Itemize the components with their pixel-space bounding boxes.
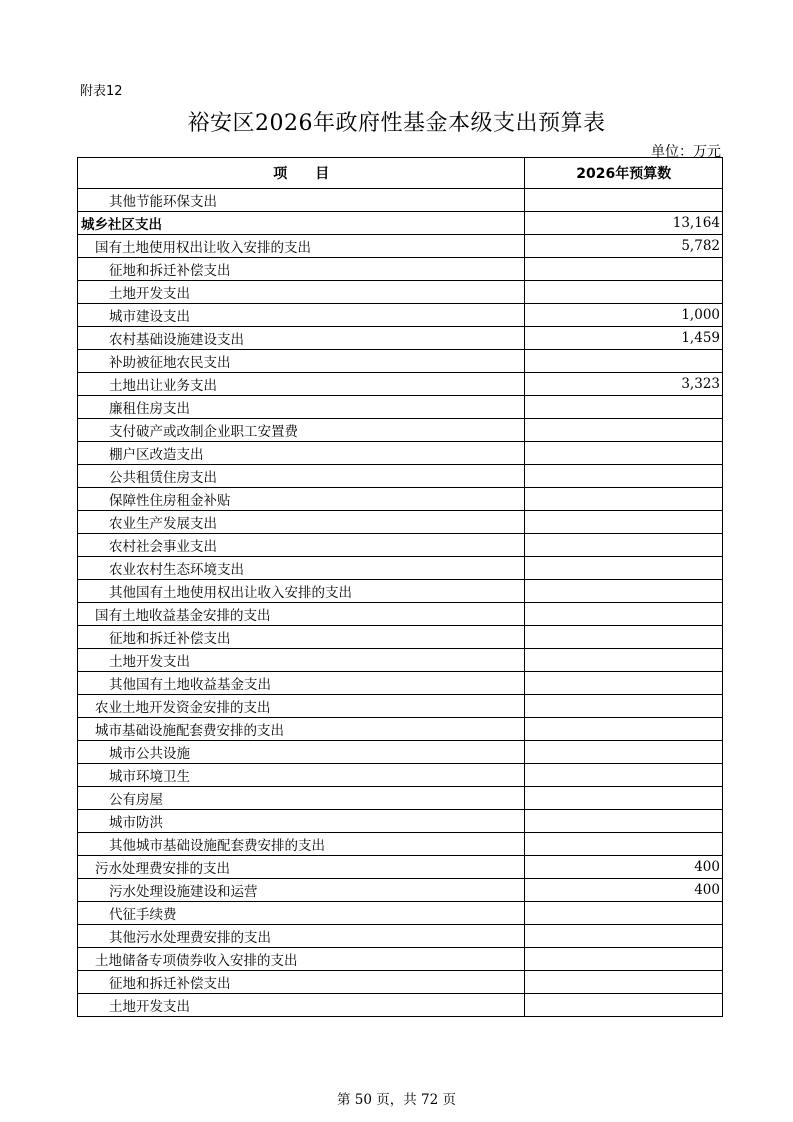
- table-row: [78, 557, 723, 580]
- row-budget-value: [525, 994, 723, 1017]
- row-item-name: 土地开发支出: [78, 994, 525, 1017]
- table-row: [78, 603, 723, 626]
- row-budget-value: [525, 511, 723, 534]
- row-budget-value: [525, 281, 723, 304]
- row-budget-value: [525, 580, 723, 603]
- table-row: [78, 787, 723, 810]
- row-budget-value: 1,000: [525, 304, 723, 327]
- row-budget-value: [525, 649, 723, 672]
- row-budget-value: [525, 603, 723, 626]
- row-item-name: 污水处理费安排的支出: [78, 856, 525, 879]
- table-row: [78, 258, 723, 281]
- table-row: [78, 235, 723, 258]
- row-budget-value: [525, 258, 723, 281]
- row-item-name: 公有房屋: [78, 787, 525, 810]
- row-item-name: 土地出让业务支出: [78, 373, 525, 396]
- row-item-name: 廉租住房支出: [78, 396, 525, 419]
- page-title: 裕安区2026年政府性基金本级支出预算表: [187, 111, 606, 136]
- table-row: [78, 626, 723, 649]
- row-item-name: 城市防洪: [78, 810, 525, 833]
- attachment-label: 附表12: [80, 84, 123, 99]
- row-budget-value: 400: [525, 879, 723, 902]
- unit-label: 单位：万元: [651, 144, 721, 160]
- table-row: [78, 879, 723, 902]
- table-row: [78, 212, 723, 235]
- row-budget-value: [525, 810, 723, 833]
- row-budget-value: [525, 557, 723, 580]
- row-item-name: 城市基础设施配套费安排的支出: [78, 718, 525, 741]
- row-budget-value: [525, 672, 723, 695]
- table-row: [78, 396, 723, 419]
- row-budget-value: [525, 350, 723, 373]
- row-item-name: 其他国有土地收益基金支出: [78, 672, 525, 695]
- row-budget-value: [525, 718, 723, 741]
- table-row: [78, 373, 723, 396]
- table-row: [78, 764, 723, 787]
- row-item-name: 土地储备专项债券收入安排的支出: [78, 948, 525, 971]
- table-row: [78, 327, 723, 350]
- row-budget-value: [525, 419, 723, 442]
- table-row: [78, 580, 723, 603]
- table-row: [78, 902, 723, 925]
- row-item-name: 农业生产发展支出: [78, 511, 525, 534]
- row-item-name: 代征手续费: [78, 902, 525, 925]
- table-row: [78, 695, 723, 718]
- row-item-name: 土地开发支出: [78, 281, 525, 304]
- row-item-name: 国有土地使用权出让收入安排的支出: [78, 235, 525, 258]
- table-row: [78, 511, 723, 534]
- row-budget-value: [525, 189, 723, 212]
- table-row: [78, 304, 723, 327]
- header-item: 项 目: [78, 158, 525, 189]
- row-item-name: 污水处理设施建设和运营: [78, 879, 525, 902]
- row-item-name: 其他节能环保支出: [78, 189, 525, 212]
- row-budget-value: [525, 902, 723, 925]
- table-row: [78, 810, 723, 833]
- row-budget-value: [525, 488, 723, 511]
- table-row: [78, 856, 723, 879]
- table-row: [78, 281, 723, 304]
- budget-table: [77, 157, 723, 1017]
- page-footer: 第 50 页，共 72 页: [336, 1092, 457, 1108]
- row-item-name: 补助被征地农民支出: [78, 350, 525, 373]
- row-item-name: 农业土地开发资金安排的支出: [78, 695, 525, 718]
- row-item-name: 保障性住房租金补贴: [78, 488, 525, 511]
- row-item-name: 城市建设支出: [78, 304, 525, 327]
- row-budget-value: [525, 442, 723, 465]
- row-budget-value: [525, 948, 723, 971]
- row-budget-value: [525, 534, 723, 557]
- table-row: [78, 672, 723, 695]
- table-row: [78, 419, 723, 442]
- header-budget: 2026年预算数: [525, 158, 723, 189]
- row-item-name: 征地和拆迁补偿支出: [78, 626, 525, 649]
- table-row: [78, 948, 723, 971]
- table-header-row: [78, 158, 723, 189]
- row-item-name: 国有土地收益基金安排的支出: [78, 603, 525, 626]
- row-item-name: 支付破产或改制企业职工安置费: [78, 419, 525, 442]
- row-budget-value: [525, 971, 723, 994]
- row-budget-value: [525, 925, 723, 948]
- row-budget-value: 1,459: [525, 327, 723, 350]
- row-item-name: 公共租赁住房支出: [78, 465, 525, 488]
- row-budget-value: [525, 465, 723, 488]
- table-row: [78, 442, 723, 465]
- table-row: [78, 741, 723, 764]
- table-row: [78, 350, 723, 373]
- row-budget-value: [525, 833, 723, 856]
- row-budget-value: [525, 396, 723, 419]
- row-item-name: 农业农村生态环境支出: [78, 557, 525, 580]
- row-budget-value: 5,782: [525, 235, 723, 258]
- table-row: [78, 994, 723, 1017]
- row-item-name: 征地和拆迁补偿支出: [78, 258, 525, 281]
- table-row: [78, 833, 723, 856]
- row-item-name: 城乡社区支出: [78, 212, 525, 235]
- table-row: [78, 649, 723, 672]
- table-row: [78, 189, 723, 212]
- row-item-name: 其他污水处理费安排的支出: [78, 925, 525, 948]
- table-row: [78, 465, 723, 488]
- table-row: [78, 534, 723, 557]
- row-budget-value: 13,164: [525, 212, 723, 235]
- table-row: [78, 925, 723, 948]
- table-row: [78, 971, 723, 994]
- row-budget-value: [525, 741, 723, 764]
- row-item-name: 城市公共设施: [78, 741, 525, 764]
- row-item-name: 棚户区改造支出: [78, 442, 525, 465]
- row-budget-value: [525, 764, 723, 787]
- row-budget-value: [525, 787, 723, 810]
- row-item-name: 征地和拆迁补偿支出: [78, 971, 525, 994]
- row-item-name: 土地开发支出: [78, 649, 525, 672]
- row-item-name: 农村基础设施建设支出: [78, 327, 525, 350]
- row-budget-value: [525, 626, 723, 649]
- row-budget-value: 3,323: [525, 373, 723, 396]
- row-item-name: 其他城市基础设施配套费安排的支出: [78, 833, 525, 856]
- row-item-name: 农村社会事业支出: [78, 534, 525, 557]
- row-budget-value: 400: [525, 856, 723, 879]
- table-row: [78, 718, 723, 741]
- row-item-name: 城市环境卫生: [78, 764, 525, 787]
- row-item-name: 其他国有土地使用权出让收入安排的支出: [78, 580, 525, 603]
- table-row: [78, 488, 723, 511]
- row-budget-value: [525, 695, 723, 718]
